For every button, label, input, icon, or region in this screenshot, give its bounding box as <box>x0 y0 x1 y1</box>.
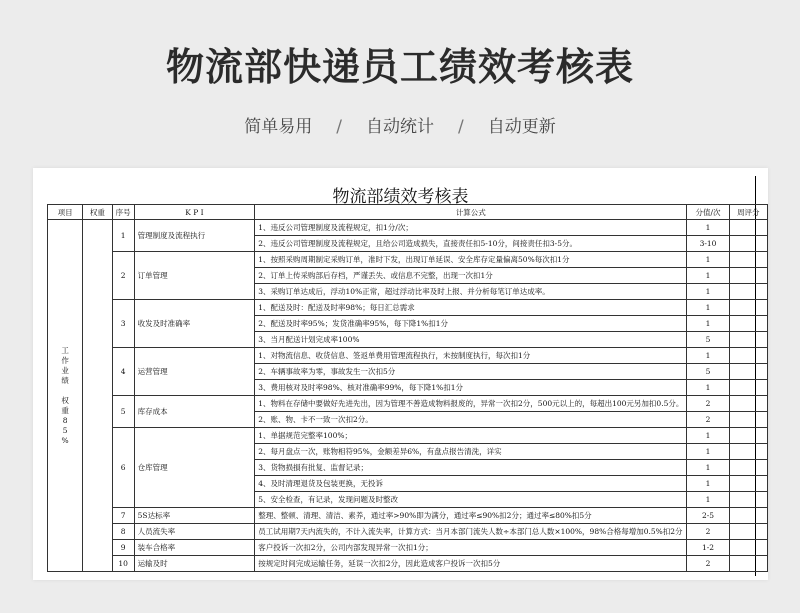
table-row <box>48 220 768 236</box>
table-row <box>48 556 768 572</box>
table-row <box>48 252 768 268</box>
kpi-cell: 人员流失率 <box>134 524 255 540</box>
feature-tagline <box>0 112 800 137</box>
weekly-score-cell[interactable] <box>729 364 767 380</box>
formula-cell: 3、当月配送计划完成率100% <box>255 332 687 348</box>
table-header-row <box>48 205 768 220</box>
formula-cell: 3、费用核对及时率98%、核对准确率99%，每下降1%扣1分 <box>255 380 687 396</box>
weekly-score-cell[interactable] <box>729 556 767 572</box>
score-cell: 1 <box>687 268 729 284</box>
kpi-cell: 仓库管理 <box>134 428 255 508</box>
index-cell: 6 <box>112 428 134 508</box>
index-cell: 10 <box>112 556 134 572</box>
score-cell: 2 <box>687 556 729 572</box>
formula-cell: 3、采购订单达成后，浮动10%正常，超过浮动比率及时上报、并分析每笔订单达成率。 <box>255 284 687 300</box>
weekly-score-cell[interactable] <box>729 492 767 508</box>
table-row <box>48 524 768 540</box>
spreadsheet-preview <box>33 168 768 580</box>
weekly-score-cell[interactable] <box>729 220 767 236</box>
score-cell: 3-10 <box>687 236 729 252</box>
formula-cell: 2、账、物、卡不一致一次扣2分。 <box>255 412 687 428</box>
weekly-score-cell[interactable] <box>729 444 767 460</box>
page-title: 物流部快递员工绩效考核表 <box>165 45 634 89</box>
score-cell: 1 <box>687 300 729 316</box>
col-kpi-header: K P I <box>134 205 255 220</box>
index-cell: 4 <box>112 348 134 396</box>
weekly-score-cell[interactable] <box>729 300 767 316</box>
kpi-cell: 收发及时准确率 <box>134 300 255 348</box>
weekly-score-cell[interactable] <box>729 508 767 524</box>
formula-cell: 员工试用期7天内流失的，不计入流失率，计算方式：当月本部门流失人数÷本部门总人数×100%，98%合格每增加0.5%扣2分 <box>255 524 687 540</box>
kpi-table <box>47 204 768 572</box>
col-index-header: 序号 <box>112 205 134 220</box>
table-row <box>48 508 768 524</box>
formula-cell: 5、安全检查，有记录，发现问题及时整改 <box>255 492 687 508</box>
score-cell: 1 <box>687 444 729 460</box>
kpi-cell: 订单管理 <box>134 252 255 300</box>
score-cell: 1 <box>687 220 729 236</box>
score-cell: 2 <box>687 524 729 540</box>
weekly-score-cell[interactable] <box>729 524 767 540</box>
index-cell: 3 <box>112 300 134 348</box>
weekly-score-cell[interactable] <box>729 332 767 348</box>
separator: / <box>458 117 464 137</box>
weekly-score-cell[interactable] <box>729 252 767 268</box>
score-cell: 1 <box>687 284 729 300</box>
formula-cell: 按规定时间完成运输任务，延误一次扣2分，因此造成客户投诉一次扣5分 <box>255 556 687 572</box>
score-cell: 1 <box>687 428 729 444</box>
kpi-cell: 运输及时 <box>134 556 255 572</box>
feature-auto-update: 自动更新 <box>487 117 556 137</box>
col-formula-header: 计算公式 <box>255 205 687 220</box>
formula-cell: 2、订单上传采购部后存档，严谨丢失、或信息不完整，出现一次扣1分 <box>255 268 687 284</box>
formula-cell: 1、配送及时：配送及时率98%；每日汇总需求 <box>255 300 687 316</box>
kpi-cell: 库存成本 <box>134 396 255 428</box>
kpi-cell: 装车合格率 <box>134 540 255 556</box>
weekly-score-cell[interactable] <box>729 284 767 300</box>
index-cell: 2 <box>112 252 134 300</box>
formula-cell: 1、对物流信息、收货信息、签返单费用管理流程执行，未按制度执行，每次扣1分 <box>255 348 687 364</box>
formula-cell: 2、每月盘点一次，账物相符95%，金额差异6%，有盘点报告清洗，详实 <box>255 444 687 460</box>
index-cell: 9 <box>112 540 134 556</box>
index-cell: 8 <box>112 524 134 540</box>
score-cell: 1-2 <box>687 540 729 556</box>
table-row <box>48 300 768 316</box>
col-weekly-score-header: 周评分 <box>729 205 767 220</box>
weekly-score-cell[interactable] <box>729 396 767 412</box>
score-cell: 5 <box>687 364 729 380</box>
table-row <box>48 428 768 444</box>
weekly-score-cell[interactable] <box>729 476 767 492</box>
formula-cell: 2、配送及时率95%；发货准确率95%，每下降1%扣1分 <box>255 316 687 332</box>
index-cell: 5 <box>112 396 134 428</box>
weekly-score-cell[interactable] <box>729 268 767 284</box>
formula-cell: 客户投诉一次扣2分，公司内部发现异常一次扣1分； <box>255 540 687 556</box>
weekly-score-cell[interactable] <box>729 412 767 428</box>
kpi-cell: 5S达标率 <box>134 508 255 524</box>
col-score-header: 分值/次 <box>687 205 729 220</box>
feature-easy-to-use: 简单易用 <box>244 117 313 137</box>
kpi-cell: 运营管理 <box>134 348 255 396</box>
score-cell: 1 <box>687 348 729 364</box>
formula-cell: 整理、整顿、清理、清洁、素养，通过率>90%即为满分，通过率≤90%扣2分；通过率≤80%扣5分 <box>255 508 687 524</box>
formula-cell: 2、车辆事故率为零，事故发生一次扣5分 <box>255 364 687 380</box>
col-project-header: 项目 <box>48 205 83 220</box>
col-weight-header: 权重 <box>83 205 112 220</box>
formula-cell: 1、违反公司管理制度及流程规定，扣1分/次； <box>255 220 687 236</box>
formula-cell: 1、单据规范完整率100%； <box>255 428 687 444</box>
weekly-score-cell[interactable] <box>729 460 767 476</box>
score-cell: 1 <box>687 252 729 268</box>
weekly-score-cell[interactable] <box>729 236 767 252</box>
formula-cell: 3、货物损損有批复、监督记录； <box>255 460 687 476</box>
formula-cell: 4、及时清理退货及包装更换，无投诉 <box>255 476 687 492</box>
weekly-score-cell[interactable] <box>729 380 767 396</box>
weekly-score-cell[interactable] <box>729 428 767 444</box>
project-cell: 工 作 业 绩 权 重 8 5 % <box>48 220 83 572</box>
score-cell: 2 <box>687 412 729 428</box>
formula-cell: 2、违反公司管理制度及流程规定，且给公司造成损失，直接责任扣5-10分，间接责任扣3-5分。 <box>255 236 687 252</box>
weight-cell <box>83 220 112 572</box>
separator: / <box>336 117 342 137</box>
feature-auto-stats: 自动统计 <box>366 117 434 137</box>
sheet-title: 物流部绩效考核表 <box>332 187 469 207</box>
weekly-score-cell[interactable] <box>729 348 767 364</box>
score-cell: 1 <box>687 492 729 508</box>
formula-cell: 1、按照采购周期制定采购订单，准时下发，出现订单延误、安全库存定量偏离50%每次扣1分 <box>255 252 687 268</box>
formula-cell: 1、物料在存储中要做好先进先出，因为管理不善造成物料报废的，异常一次扣2分，500元以上的，每超出100元另加扣0.5分。 <box>255 396 687 412</box>
kpi-cell: 管理制度及流程执行 <box>134 220 255 252</box>
score-cell: 1 <box>687 316 729 332</box>
weekly-score-cell[interactable] <box>729 316 767 332</box>
index-cell: 7 <box>112 508 134 524</box>
table-row <box>48 540 768 556</box>
score-cell: 1 <box>687 476 729 492</box>
score-cell: 1 <box>687 380 729 396</box>
score-cell: 2-5 <box>687 508 729 524</box>
index-cell: 1 <box>112 220 134 252</box>
score-cell: 5 <box>687 332 729 348</box>
table-row <box>48 396 768 412</box>
table-row <box>48 348 768 364</box>
score-cell: 2 <box>687 396 729 412</box>
weekly-score-cell[interactable] <box>729 540 767 556</box>
score-cell: 1 <box>687 460 729 476</box>
